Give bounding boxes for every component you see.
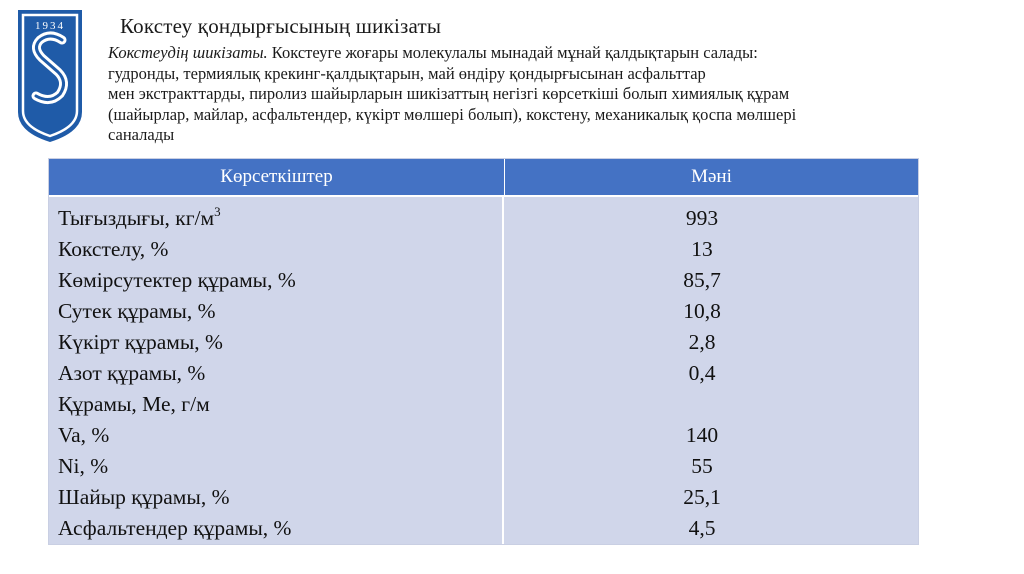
table-row-label: Ni, % — [58, 454, 109, 478]
table-row-value: 25,1 — [683, 485, 721, 509]
values-column — [504, 197, 918, 544]
table-row-value: 2,8 — [688, 330, 716, 354]
table-row-label: Күкірт құрамы, % — [58, 330, 223, 354]
table-row-label: Көмірсутектер құрамы, % — [58, 268, 296, 292]
table-row-value: 140 — [685, 423, 719, 447]
density-label: Тығыздығы, кг/м — [58, 206, 215, 230]
table-body — [49, 195, 918, 544]
table-row-value: 4,5 — [688, 516, 716, 540]
table-header — [49, 159, 918, 195]
table-row-value: 993 — [685, 206, 719, 230]
table-row-value: 10,8 — [683, 299, 721, 323]
table-row-label: Va, % — [58, 423, 110, 447]
description-line — [108, 43, 928, 64]
university-logo — [14, 8, 86, 144]
density-unit-exponent: 3 — [214, 204, 221, 219]
table-row-value: 85,7 — [683, 268, 721, 292]
header-indicators: Көрсеткіштер — [49, 159, 505, 195]
logo-emblem-icon — [14, 8, 86, 144]
labels-column — [49, 197, 504, 544]
table-row-label: Кокстелу, % — [58, 237, 169, 261]
description-line: саналады — [108, 125, 175, 145]
header-value: Мәні — [691, 166, 732, 187]
table-row-label: Асфальтендер құрамы, % — [58, 516, 292, 540]
properties-table — [48, 158, 919, 545]
table-row-label: Сутек құрамы, % — [58, 299, 216, 323]
description-paragraph — [108, 43, 928, 146]
description-line: гудронды, термиялық крекинг-қалдықтарын, май өндіру қондырғысынан асфальттар — [108, 63, 706, 83]
table-row-label: Азот құрамы, % — [58, 361, 206, 385]
table-row-value — [504, 389, 918, 420]
description-line: мен экстракттарды, пиролиз шайырларын шикізаттың негізгі көрсеткіші болып химиялық құрам — [108, 84, 790, 104]
table-row-label — [58, 203, 502, 234]
description-line-rest: Кокстеуге жоғары молекулалы мынадай мұнай қалдықтарын салады: — [267, 43, 758, 62]
description-lead: Кокстеудің шикізаты. — [108, 43, 268, 62]
table-row-label: Шайыр құрамы, % — [58, 485, 230, 509]
table-row-label: Құрамы, Ме, г/м — [58, 392, 210, 416]
logo-year: 1934 — [35, 20, 65, 32]
table-row-value: 13 — [691, 237, 713, 261]
table-row-value: 0,4 — [688, 361, 716, 385]
slide-title: Кокстеу қондырғысының шикізаты — [120, 14, 442, 38]
description-line: (шайырлар, майлар, асфальтендер, күкірт мөлшері болып), кокстену, механикалық қоспа мөлшері — [108, 104, 797, 124]
table-row-value: 55 — [691, 454, 713, 478]
